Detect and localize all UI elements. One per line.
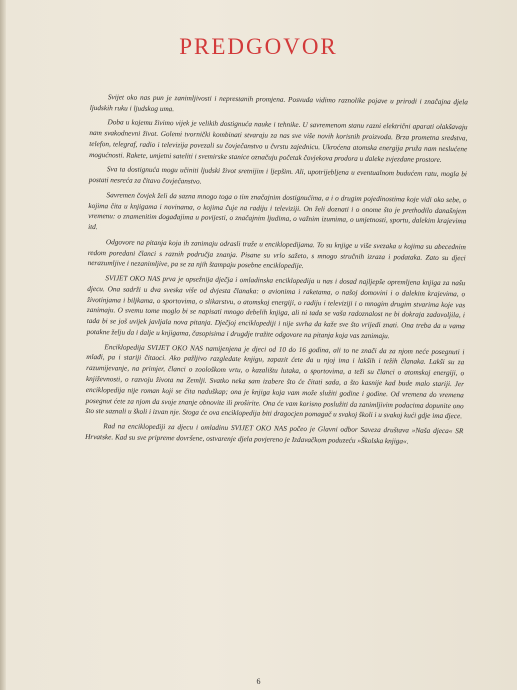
paragraph-1: Svijet oko nas pun je zanimljivosti i neprestanih promjena. Posvuda vidimo raznolike pojave u prirodi i značajna djela ljudskih ruku i ljudskog uma.	[89, 93, 468, 113]
paragraph-8: Rad na enciklopediji za djecu i omladinu SVIJET OKO NAS počeo je Glavni odbor Saveza društava »Naša djeca« SR Hrvatske. Kad su sve pripreme dovršene, ostvarenje djela povjereno je Izdavačkom poduzeću »Školska knjiga«.	[85, 422, 464, 446]
page-binding-edge	[0, 0, 6, 690]
paragraph-4: Savremen čovjek želi da sazna mnogo toga o tim značajnim dostignućima, a i o drugim pojedinostima koje vidi oko sebe, o kojima čita u knjigama i novinama, o kojima čuje na radiju i televiziji. On želi doznati i o onome što je prethodilo današnjem vremenu: o znamenitim događajima u povijesti, o značajnim ljudima, o važnim izumima, o umjetnosti, sportu, dalekim krajevima itd.	[88, 191, 467, 232]
preface-body	[85, 92, 468, 452]
paragraph-6: SVIJET OKO NAS prva je opsežnija dječja i omladinska enciklopedija u nas i dosad najljepše opremljena knjiga za našu djecu. Ona sadrži u dva sveska više od dvjesta članaka: o avionima i raketama, o našoj domovini i o dalekim krajevima, o životinjama i biljkama, o sportovima, o slikarstvu, o atomskoj energiji, o radiju i televiziji i o mnogim drugim stvarima koje vas zanimaju. O svemu tome moglo bi se napisati mnogo debelih knjiga, ali ni tada se vaša radoznalost ne bi dokraja zadovoljila, i tada bi se još uvijek javljala nova pitanja. Dječjoj enciklopediji i nije svrha da kaže sve što vrijedi znati. Ona treba da u vama potakne želju da i dalje u knjigama, časopisima i drugdje tražite odgovore na pitanja koja vas zanimaju.	[86, 274, 466, 341]
page-title: PREDGOVOR	[179, 34, 338, 59]
paragraph-2: Doba u kojemu živimo vijek je velikih dostignuća nauke i tehnike. U savremenom stanu razni električni aparati olakšavaju nam svakodnevni život. Golemi tvornički kombinati stvaraju za nas sve više novih korisnih proizvoda. Brza prometna sredstva, telefon, telegraf, radio i televizija povezali su čovječanstvo u čvrstu zajednicu. Ukroćena atomska energija pruža nam neslućene mogućnosti. Rakete, umjetni sateliti i svemirske stanice označuju početak čovjekova prodora u daleke zvjezdane prostore.	[89, 118, 468, 164]
paragraph-7: Enciklopedija SVIJET OKO NAS namijenjena je djeci od 10 do 16 godina, ali to ne znači da za njom neće posegnuti i mlađi, pa i stariji čitaoci. Ako pažljivo razgledate knjigu, zapazit ćete da u njoj ima i lakših i težih članaka. Lakši su za razumijevanje, na primjer, članci o zoološkom vrtu, o kazalištu lutaka, o sportovima, a teži su članci o atomskoj energiji, o književnosti, o razvoju života na Zemlji. Svatko neka sam izabere što će čitati sada, a što kasnije kad bude malo stariji. Jer enciklopedija nije roman koji se čita naduškap; ona je knjiga koja vam može služiti godine i godine. Od vremena do vremena posegnut ćete za njom da svoje znanje obnovite ili proširite. Ona će vam korisno poslužiti da zanimljivim podacima dopunite ono što ste saznali u školi i izvan nje. Stoga će ova enciklopedija biti dragocjen pomagač u svakoj školi i u svakoj kući gdje ima djece.	[85, 342, 465, 421]
paragraph-5: Odgovore na pitanja koja ih zanimaju odrasli traže u enciklopedijama. To su knjige u više svezaka u kojima su abecednim redom poredani članci s raznih područja znanja. Pisane su vrlo sažeto, s mnogo stručnih izraza i podataka. Zato su djeci nerazumljive i nezanimljive, pa se za njih štampaju posebne enciklopedije.	[87, 237, 466, 271]
page-number: 6	[256, 677, 261, 686]
paragraph-3: Sva ta dostignuća mogu učiniti ljudski život sretnijim i ljepšim. Ali, upotrijebljena u eventualnom budućem ratu, mogla bi postati nesreća za čitavo čovječanstvo.	[88, 165, 467, 186]
